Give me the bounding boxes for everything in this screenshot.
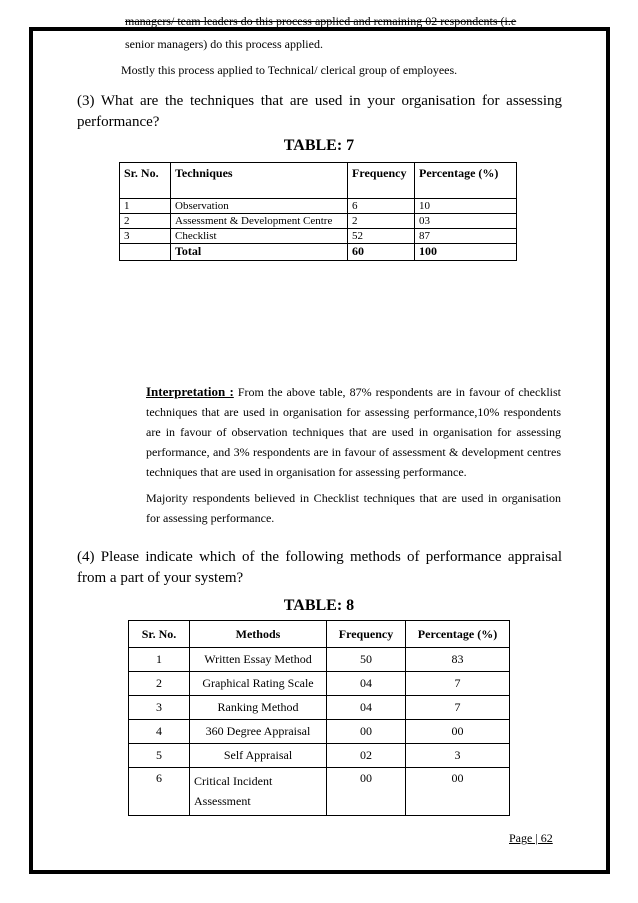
- header-percentage: Percentage (%): [406, 621, 510, 648]
- cell-total-frequency: 60: [348, 244, 415, 261]
- intro-line-3: Mostly this process applied to Technical/ clerical group of employees.: [121, 63, 458, 77]
- cell-frequency: 2: [348, 214, 415, 229]
- table-8: [128, 620, 510, 816]
- cell-percentage: 00: [406, 720, 510, 744]
- intro-line-1: managers/ team leaders do this process applied and remaining 02 respondents (i.e: [125, 14, 517, 28]
- method-line-2: Assessment: [194, 794, 251, 808]
- cell-sr: [120, 244, 171, 261]
- table-row: [129, 768, 510, 816]
- header-sr-no: Sr. No.: [120, 163, 171, 199]
- method-line-1: Critical Incident: [194, 774, 273, 788]
- header-sr-no: Sr. No.: [129, 621, 190, 648]
- table-row: [120, 229, 517, 244]
- table-row: [129, 744, 510, 768]
- header-frequency: Frequency: [348, 163, 415, 199]
- interpretation-block: [146, 382, 561, 534]
- table-row: [120, 214, 517, 229]
- table-header-row: [129, 621, 510, 648]
- cell-total-percentage: 100: [415, 244, 517, 261]
- cell-technique: Checklist: [171, 229, 348, 244]
- cell-sr: 4: [129, 720, 190, 744]
- interpretation-lead: Interpretation :: [146, 384, 234, 399]
- table-row: [129, 720, 510, 744]
- cell-sr: 2: [129, 672, 190, 696]
- cell-method: [190, 768, 327, 816]
- cell-frequency: 02: [327, 744, 406, 768]
- interpretation-text-1: From the above table, 87% respondents are in favour of checklist techniques that are used in organisation for assessing performance,10% respondents are in favour of observation techniques that are used in organisation for assessing performance, and 3% respondents are in favour of assessment & development centres techniques that are used in organisation for assessing performance.: [146, 385, 562, 479]
- cell-sr: 1: [120, 199, 171, 214]
- cell-method: Ranking Method: [190, 696, 327, 720]
- cell-sr: 3: [120, 229, 171, 244]
- cell-percentage: 7: [406, 672, 510, 696]
- header-techniques: Techniques: [171, 163, 348, 199]
- table-row: [129, 696, 510, 720]
- cell-frequency: 04: [327, 696, 406, 720]
- header-percentage: Percentage (%): [415, 163, 517, 199]
- cell-percentage: 7: [406, 696, 510, 720]
- table7-caption: TABLE: 7: [283, 137, 355, 154]
- cell-percentage: 10: [415, 199, 517, 214]
- intro-line-2: senior managers) do this process applied.: [125, 37, 323, 51]
- table8-caption: TABLE: 8: [283, 597, 355, 614]
- cell-frequency: 52: [348, 229, 415, 244]
- interpretation-paragraph-1: [146, 382, 561, 482]
- table-row: [120, 199, 517, 214]
- cell-percentage: 03: [415, 214, 517, 229]
- question-4: (4) Please indicate which of the following methods of performance appraisal from a part of your system?: [77, 549, 562, 586]
- table-row: [129, 672, 510, 696]
- cell-percentage: 83: [406, 648, 510, 672]
- cell-method: 360 Degree Appraisal: [190, 720, 327, 744]
- cell-sr: 3: [129, 696, 190, 720]
- table-7: [119, 162, 517, 261]
- cell-sr: 5: [129, 744, 190, 768]
- cell-method: Self Appraisal: [190, 744, 327, 768]
- cell-percentage: 87: [415, 229, 517, 244]
- cell-sr: 1: [129, 648, 190, 672]
- header-frequency: Frequency: [327, 621, 406, 648]
- page-number: Page | 62: [509, 831, 553, 845]
- cell-method: Graphical Rating Scale: [190, 672, 327, 696]
- cell-total-label: Total: [171, 244, 348, 261]
- cell-technique: Observation: [171, 199, 348, 214]
- cell-method: Written Essay Method: [190, 648, 327, 672]
- cell-frequency: 6: [348, 199, 415, 214]
- cell-frequency: 04: [327, 672, 406, 696]
- cell-technique: Assessment & Development Centre: [171, 214, 348, 229]
- table-row: [129, 648, 510, 672]
- header-methods: Methods: [190, 621, 327, 648]
- cell-frequency: 50: [327, 648, 406, 672]
- table-header-row: [120, 163, 517, 199]
- question-3: (3) What are the techniques that are used in your organisation for assessing performance?: [77, 93, 562, 130]
- cell-frequency: 00: [327, 768, 406, 816]
- cell-percentage: 00: [406, 768, 510, 816]
- interpretation-paragraph-2: Majority respondents believed in Checklist techniques that are used in organisation for assessing performance.: [146, 491, 561, 525]
- cell-frequency: 00: [327, 720, 406, 744]
- cell-percentage: 3: [406, 744, 510, 768]
- cell-sr: 2: [120, 214, 171, 229]
- table-total-row: [120, 244, 517, 261]
- cell-sr: 6: [129, 768, 190, 816]
